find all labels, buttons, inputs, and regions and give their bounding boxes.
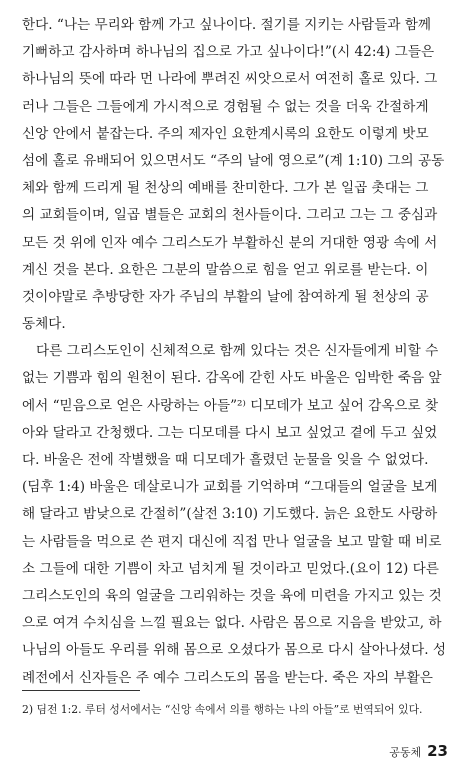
text-line: 모든 것 위에 인자 예수 그리스도가 부활하신 분의 거대한 영광 속에 서 [22,234,438,251]
text-line: 해 달라고 밤낮으로 간절히”(살전 3:10) 기도했다. 늙은 요한도 사랑하 [22,506,438,523]
text-line: 동체다. [22,316,66,333]
text-line: 하나님의 뜻에 따라 먼 나라에 뿌려진 씨앗으로서 여전히 홀로 있다. 그 [22,71,438,88]
text-line: 체와 함께 드리게 될 천상의 예배를 찬미한다. 그가 본 일곱 촛대는 그 [22,180,429,197]
text-line: 없는 기쁨과 힘의 원천이 된다. 감옥에 갇힌 사도 바울은 임박한 죽음 앞 [22,370,442,387]
text-line: 소 그들에 대한 기쁨이 차고 넘치게 될 것이라고 믿었다.(요이 12) 다른 [22,560,439,577]
text-line: 한다. “나는 무리와 함께 가고 싶나이다. 절기를 지키는 사람들과 함께 [22,17,432,33]
text-line: 것이야말로 추방당한 자가 주님의 부활의 날에 참여하게 될 천상의 공 [22,288,429,305]
text-line: 나님의 아들도 우리를 위해 몸으로 오셨다가 몸으로 다시 살아나셨다. 성 [22,642,447,659]
page-footer [389,742,448,760]
page-number: 23 [427,742,448,760]
body-text [22,12,448,692]
text-line: 신앙 안에서 붙잡는다. 주의 제자인 요한계시록의 요한도 이렇게 밧모 [22,125,429,142]
running-title: 공동체 [389,746,422,759]
text-line: 례전에서 신자들은 주 예수 그리스도의 몸을 받는다. 죽은 자의 부활은 [22,669,433,686]
text-line: 의 교회들이며, 일곱 별들은 교회의 천사들이다. 그리고 그는 그 중심과 [22,207,438,224]
text-line: 다. 바울은 전에 작별했을 때 디모데가 흘렸던 눈물을 잊을 수 없었다. [22,452,429,468]
text-line: 으로 여겨 수치심을 느낄 필요는 없다. 사람은 몸으로 지음을 받았고, 하 [22,615,442,632]
text-line: 에서 “믿음으로 얻은 사랑하는 아들”²⁾ 디모데가 보고 싶어 감옥으로 찾 [22,397,439,414]
footnote-divider [22,690,140,691]
text-line: 그리스도인의 육의 얼굴을 그리워하는 것을 육에 미련을 가지고 있는 것 [22,587,442,604]
paragraph-start-line: 다른 그리스도인이 신체적으로 함께 있다는 것은 신자들에게 비할 수 [36,343,439,360]
footnote: 2) 딤전 1:2. 루터 성서에서는 “신앙 속에서 의를 행하는 나의 아들”로 번역되어 있다. [22,703,423,716]
text-line: 아와 달라고 간청했다. 그는 디모데를 다시 보고 싶었고 곁에 두고 싶었 [22,424,438,441]
text-line: 기뻐하고 감사하며 하나님의 집으로 가고 싶나이다!”(시 42:4) 그들은 [22,44,435,61]
text-line: 계신 것을 본다. 요한은 그분의 말씀으로 힘을 얻고 위로를 받는다. 이 [22,261,429,278]
text-line: (딤후 1:4) 바울은 데살로니가 교회를 기억하며 “그대들의 얼굴을 보게 [22,479,438,496]
text-line: 러나 그들은 그들에게 가시적으로 경험될 수 없는 것을 더욱 간절하게 [22,98,429,115]
text-line: 섬에 홀로 유배되어 있으면서도 “주의 날에 영으로”(계 1:10) 그의 공동 [22,152,445,169]
text-line: 는 사람들을 먹으로 쓴 편지 대신에 직접 만나 얼굴을 보고 말할 때 비로 [22,533,442,550]
